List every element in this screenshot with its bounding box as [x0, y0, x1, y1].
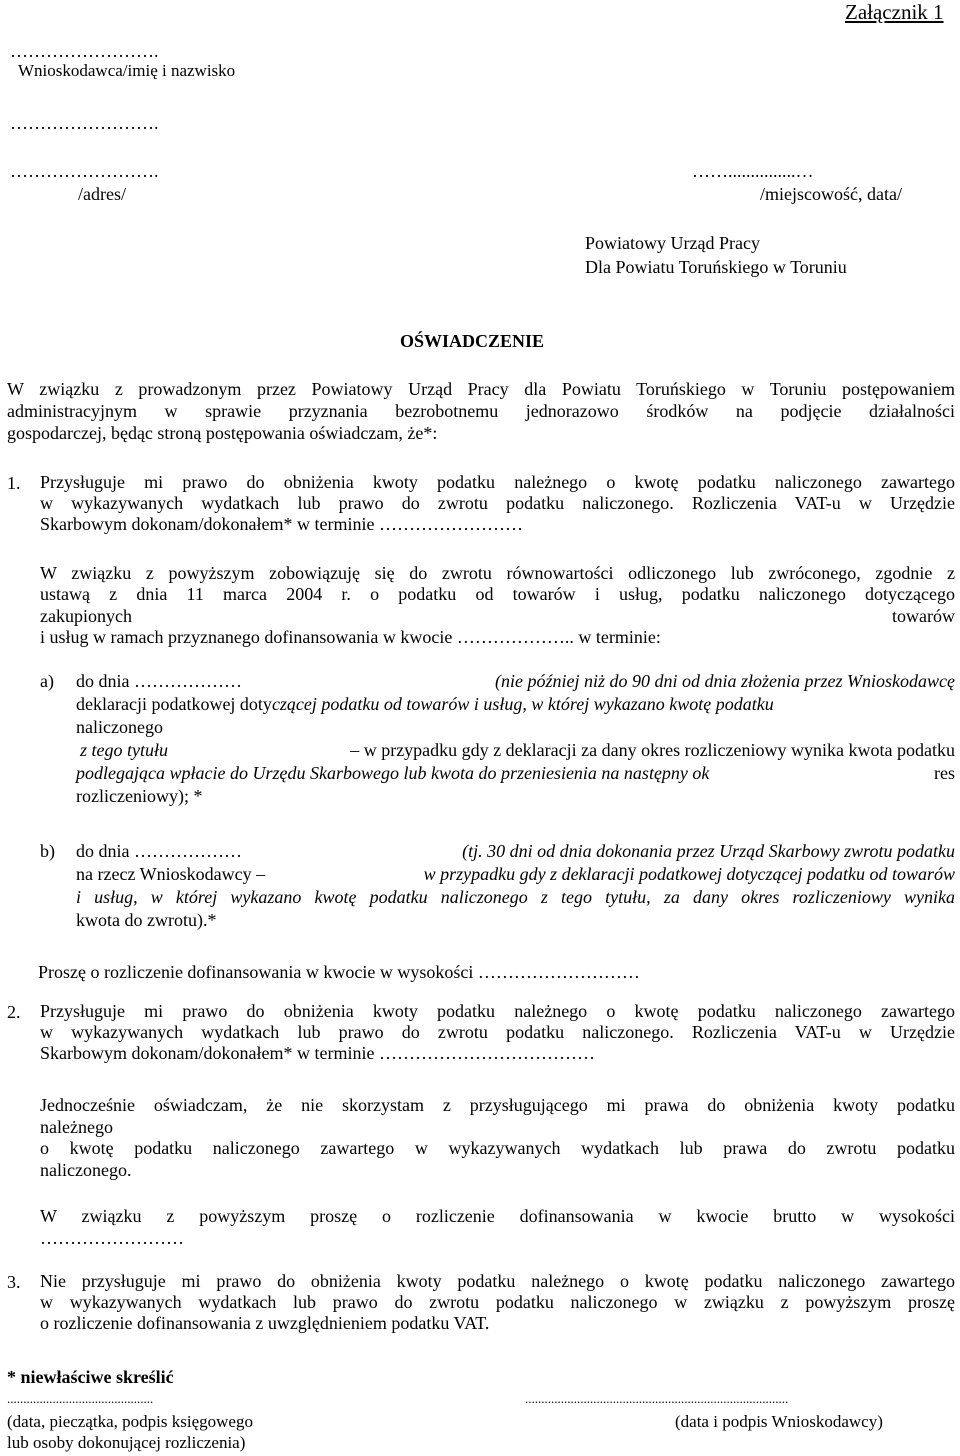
- signature-right-label: (data i podpis Wnioskodawcy): [675, 1412, 883, 1431]
- section-1-obligation: [40, 563, 955, 648]
- signature-dots-left: .............................................: [7, 1391, 154, 1406]
- signature-left-line-1: (data, pieczątka, podpis księgowego: [7, 1412, 253, 1431]
- option-a-line: podlegająca wpłacie do Urzędu Skarbowego lub kwota do przeniesienia na następny ok: [76, 763, 710, 783]
- signature-dots-right: .................................................................................: [525, 1391, 789, 1406]
- option-a-line: (nie później niż do 90 dni od dnia złożenia przez Wnioskodawcę: [495, 671, 955, 691]
- obligation-line: ustawą z dnia 11 marca 2004 r. o podatku od towarów i usług, podatku naliczonego dotyczącego: [40, 584, 955, 604]
- signature-left-line-2: lub osoby dokonującej rozliczenia): [7, 1433, 246, 1452]
- option-a-line: – w przypadku gdy z deklaracji za dany okres rozliczeniowy wynika kwota podatku: [350, 740, 955, 760]
- option-a-line: czącej podatku od towarów i usług, w której wykazano kwotę podatku: [271, 694, 774, 714]
- applicant-name-dots: …………………….: [10, 41, 159, 61]
- obligation-line: towarów: [892, 606, 955, 626]
- declaration-line: należnego: [40, 1117, 113, 1137]
- place-date-dots: ……...............…: [692, 161, 814, 181]
- option-a-line: deklaracji podatkowej doty: [76, 694, 272, 714]
- option-b-line: w przypadku gdy z deklaracji podatkowej dotyczącej podatku od towarów: [423, 864, 955, 884]
- option-b-line: (tj. 30 dni od dnia dokonania przez Urząd Skarbowy zwrotu podatku: [462, 841, 955, 861]
- option-a-line: res: [934, 763, 955, 783]
- section-2-line: w wykazywanych wydatkach lub prawo do zwrotu podatku naliczonego. Rozliczenia VAT-u w Urzędzie: [40, 1022, 955, 1042]
- section-1-line: Przysługuje mi prawo do obniżenia kwoty podatku należnego o kwotę podatku naliczonego zawartego: [40, 472, 955, 492]
- option-a-label: a): [40, 671, 54, 691]
- option-b-line: kwota do zwrotu).*: [76, 910, 217, 930]
- intro-line: administracyjnym w sprawie przyznania bezrobotnemu jednorazowo środków na podjęcie działalności: [7, 401, 955, 421]
- obligation-line: i usług w ramach przyznanego dofinansowania w kwocie ……………….. w terminie:: [40, 627, 661, 647]
- intro-line: gospodarczej, będąc stroną postępowania oświadczam, że*:: [7, 423, 438, 443]
- section-2-text: [40, 1001, 955, 1064]
- address-dots-2: …………………….: [10, 161, 159, 181]
- obligation-line: W związku z powyższym zobowiązuję się do zwrotu równowartości odliczonego lub zwróconego, zgodnie z: [40, 563, 955, 583]
- attachment-label: Załącznik 1: [845, 0, 944, 24]
- address-dots-1: …………………….: [10, 113, 159, 133]
- intro-paragraph: [7, 378, 955, 444]
- option-b-line: do dnia ………………: [76, 841, 242, 861]
- option-b-line: i usług, w której wykazano kwotę podatku naliczonego z tego tytułu, za dany okres rozliczeniowy wynika: [76, 887, 955, 907]
- section-3-text: [40, 1271, 955, 1334]
- section-1-number: 1.: [7, 473, 21, 493]
- option-a-line: naliczonego: [76, 717, 163, 737]
- section-2-line: Przysługuje mi prawo do obniżenia kwoty podatku należnego o kwotę podatku naliczonego zawartego: [40, 1001, 955, 1021]
- request-line: W związku z powyższym proszę o rozliczenie dofinansowania w kwocie brutto w wysokości: [40, 1206, 955, 1226]
- section-2-request: [40, 1206, 955, 1249]
- declaration-line: naliczonego.: [40, 1160, 132, 1180]
- section-3-line: o rozliczenie dofinansowania z uwzględnieniem podatku VAT.: [40, 1313, 490, 1333]
- obligation-line: zakupionych: [40, 606, 132, 626]
- section-2-number: 2.: [7, 1002, 21, 1022]
- section-2-declaration: [40, 1095, 955, 1181]
- request-line: ……………………: [40, 1228, 184, 1248]
- option-b-text: [76, 840, 955, 932]
- place-date-label: /miejscowość, data/: [760, 184, 902, 204]
- section-1-line: w wykazywanych wydatkach lub prawo do zwrotu podatku naliczonego. Rozliczenia VAT-u w Urzędzie: [40, 493, 955, 513]
- section-1-line: Skarbowym dokonam/dokonałem* w terminie ……………………: [40, 514, 523, 534]
- declaration-line: Jednocześnie oświadczam, że nie skorzystam z przysługującego mi prawa do obniżenia kwoty podatku: [40, 1095, 955, 1115]
- section-3-number: 3.: [7, 1272, 21, 1292]
- recipient-line-2: Dla Powiatu Toruńskiego w Toruniu: [585, 257, 847, 277]
- section-3-line: w wykazywanych wydatkach lub prawo do zwrotu podatku naliczonego w związku z powyższym proszę: [40, 1292, 955, 1312]
- document-title: OŚWIADCZENIE: [400, 331, 545, 351]
- address-label: /adres/: [78, 184, 126, 204]
- option-b-label: b): [40, 841, 55, 861]
- section-2-line: Skarbowym dokonam/dokonałem* w terminie ………………………………: [40, 1043, 595, 1063]
- section-1-text: [40, 472, 955, 535]
- applicant-name-label: Wnioskodawca/imię i nazwisko: [18, 61, 236, 80]
- option-a-line: z tego tytułu: [80, 740, 168, 760]
- option-a-line: do dnia ………………: [76, 671, 242, 691]
- option-a-text: [76, 670, 955, 808]
- section-3-line: Nie przysługuje mi prawo do obniżenia kwoty podatku należnego o kwotę podatku naliczonego zawartego: [40, 1271, 955, 1291]
- option-b-line: na rzecz Wnioskodawcy –: [76, 864, 266, 884]
- section-1-request: Proszę o rozliczenie dofinansowania w kwocie w wysokości ………………………: [38, 962, 640, 982]
- footnote: * niewłaściwe skreślić: [7, 1367, 174, 1387]
- recipient-line-1: Powiatowy Urząd Pracy: [585, 233, 760, 253]
- declaration-line: o kwotę podatku naliczonego zawartego w wykazywanych wydatkach lub prawa do zwrotu podatku: [40, 1138, 955, 1158]
- option-a-line: rozliczeniowy); *: [76, 786, 203, 806]
- intro-line: W związku z prowadzonym przez Powiatowy Urząd Pracy dla Powiatu Toruńskiego w Toruniu postępowaniem: [7, 379, 955, 399]
